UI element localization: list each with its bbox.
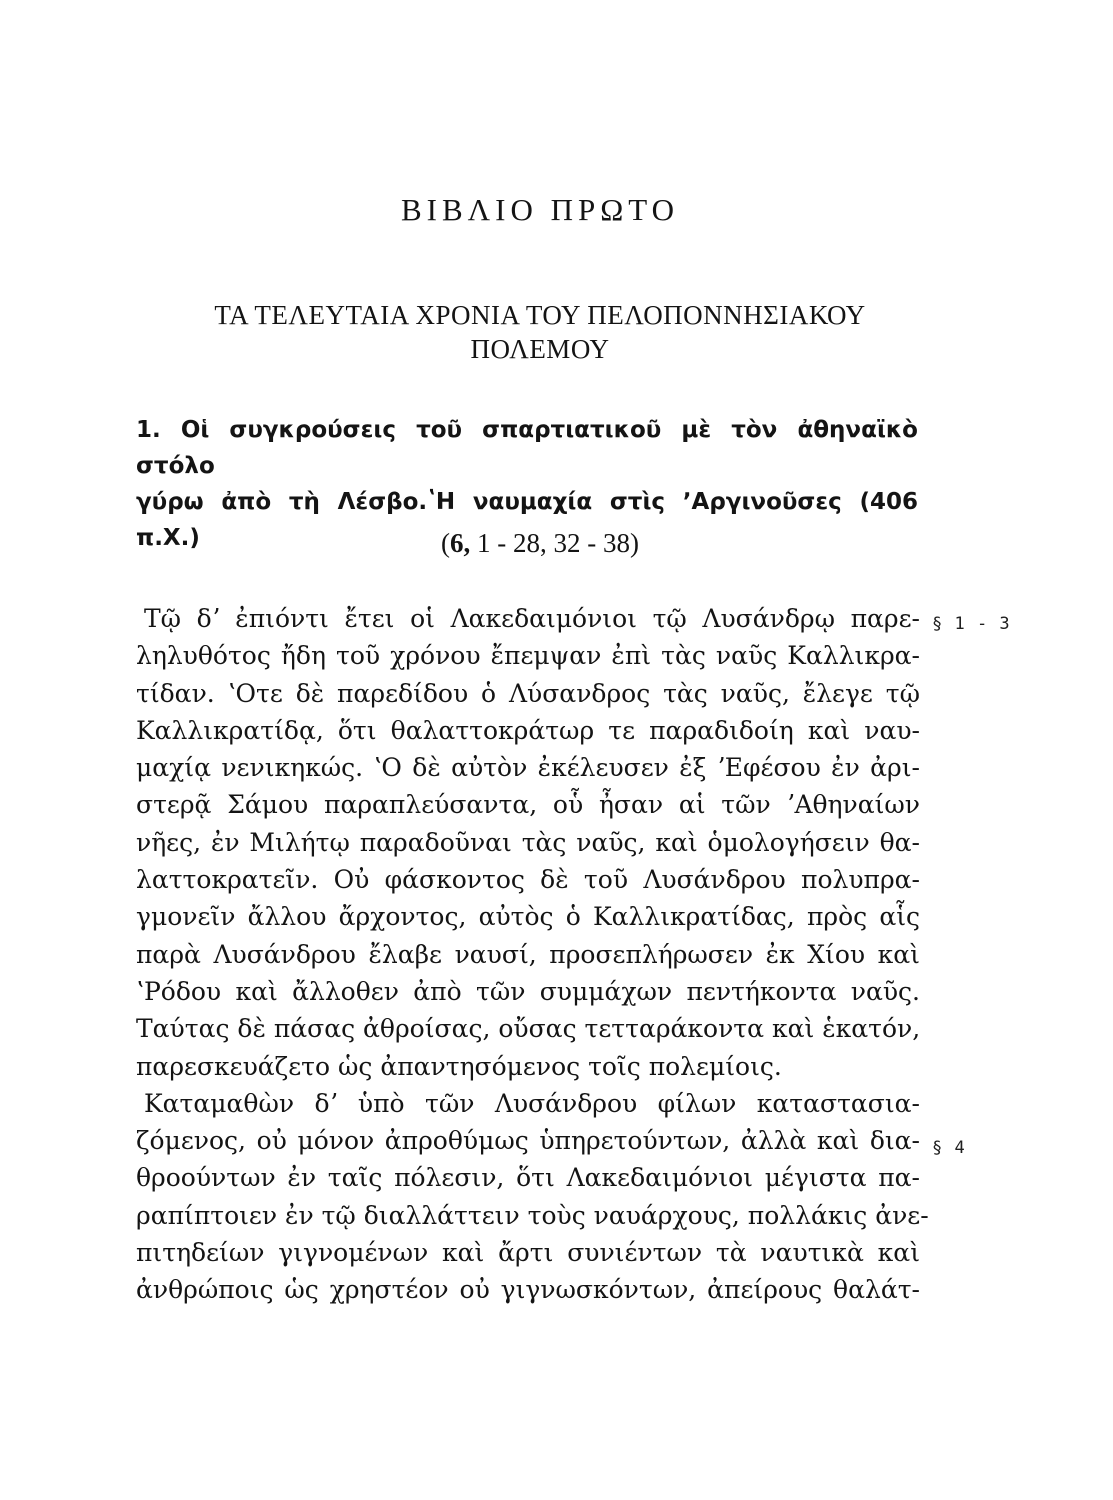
text-line: Τῷ δʼ ἐπιόντι ἔτει οἱ Λακεδαιμόνιοι τῷ Λυσάνδρῳ παρε-: [144, 604, 920, 633]
part-title-line-2: ΠΟΛΕΜΟΥ: [470, 334, 610, 364]
text-line: νῆες, ἐν Μιλήτῳ παραδοῦναι τὰς ναῦς, καὶ ὁμολογήσειν θα-: [136, 827, 920, 857]
chapter-heading-line-1: 1. Οἱ συγκρούσεις τοῦ σπαρτιατικοῦ μὲ τὸν ἀθηναϊκὸ στόλο: [136, 417, 918, 479]
text-line: Ταύτας δὲ πάσας ἀθροίσας, οὔσας τετταράκοντα καὶ ἑκατόν,: [136, 1014, 921, 1044]
text-line: μαχίᾳ νενικηκώς. ʽΟ δὲ αὐτὸν ἐκέλευσεν ἐξ ʼΕφέσου ἐν ἀρι-: [136, 753, 920, 783]
text-line: παρεσκευάζετο ὡς ἀπαντησόμενος τοῖς πολεμίοις.: [136, 1051, 782, 1081]
text-line: πιτηδείων γιγνομένων καὶ ἄρτι συνιέντων τὰ ναυτικὰ καὶ: [136, 1238, 920, 1268]
text-line: ἀνθρώποις ὡς χρηστέον οὐ γιγνωσκόντων, ἀπείρους θαλάτ-: [136, 1275, 920, 1305]
margin-note-section-1-3: § 1 - 3: [932, 614, 1011, 634]
text-line: παρὰ Λυσάνδρου ἔλαβε ναυσί, προσεπλήρωσεν ἐκ Χίου καὶ: [136, 939, 920, 969]
text-line: ʽΡόδου καὶ ἄλλοθεν ἀπὸ τῶν συμμάχων πεντήκοντα ναῦς.: [136, 976, 920, 1006]
text-line: ζόμενος, οὐ μόνον ἀπροθύμως ὑπηρετούντων, ἀλλὰ καὶ δια-: [136, 1126, 920, 1156]
reference-open: (: [441, 528, 450, 558]
body-text: [136, 600, 929, 1309]
margin-note-section-4: § 4: [932, 1138, 966, 1158]
text-line: ληλυθότος ἤδη τοῦ χρόνου ἔπεμψαν ἐπὶ τὰς ναῦς Καλλικρα-: [136, 641, 920, 671]
text-line: ραπίπτοιεν ἐν τῷ διαλλάττειν τοὺς ναυάρχους, πολλάκις ἀνε-: [136, 1200, 929, 1230]
reference-range: 1 - 28, 32 - 38): [470, 528, 639, 558]
source-reference: [0, 528, 1080, 559]
book-title: ΒΙΒΛΙΟ ΠΡΩΤΟ: [400, 192, 680, 227]
text-line: λαττοκρατεῖν. Οὐ φάσκοντος δὲ τοῦ Λυσάνδρου πολυπρα-: [136, 865, 920, 895]
text-line: θροούντων ἐν ταῖς πόλεσιν, ὅτι Λακεδαιμόνιοι μέγιστα πα-: [136, 1163, 920, 1193]
text-line: γμονεῖν ἄλλου ἄρχοντος, αὐτὸς ὁ Καλλικρατίδας, πρὸς αἷς: [136, 902, 920, 932]
part-title-line-1: ΤΑ ΤΕΛΕΥΤΑΙΑ ΧΡΟΝΙΑ ΤΟΥ ΠΕΛΟΠΟΝΝΗΣΙΑΚΟΥ: [214, 300, 866, 330]
text-line: Καλλικρατίδᾳ, ὅτι θαλαττοκράτωρ τε παραδιδοίη καὶ ναυ-: [136, 715, 920, 745]
text-line: τίδαν. ʽΟτε δὲ παρεδίδου ὁ Λύσανδρος τὰς ναῦς, ἔλεγε τῷ: [136, 678, 920, 708]
chapter-heading-line-2: γύρω ἀπὸ τὴ Λέσβο.ʽΗ ναυμαχία στὶς ʼΑργινοῦσες (406 π.Χ.): [136, 489, 918, 551]
text-line: Καταμαθὼν δʼ ὑπὸ τῶν Λυσάνδρου φίλων καταστασια-: [144, 1088, 920, 1118]
paragraph-2: [136, 1085, 929, 1309]
part-title: [160, 298, 920, 366]
reference-book-number: 6,: [450, 528, 471, 558]
paragraph-1: [136, 600, 920, 1085]
text-line: στερᾷ Σάμου παραπλεύσαντα, οὗ ἦσαν αἱ τῶν ʼΑθηναίων: [136, 790, 920, 820]
